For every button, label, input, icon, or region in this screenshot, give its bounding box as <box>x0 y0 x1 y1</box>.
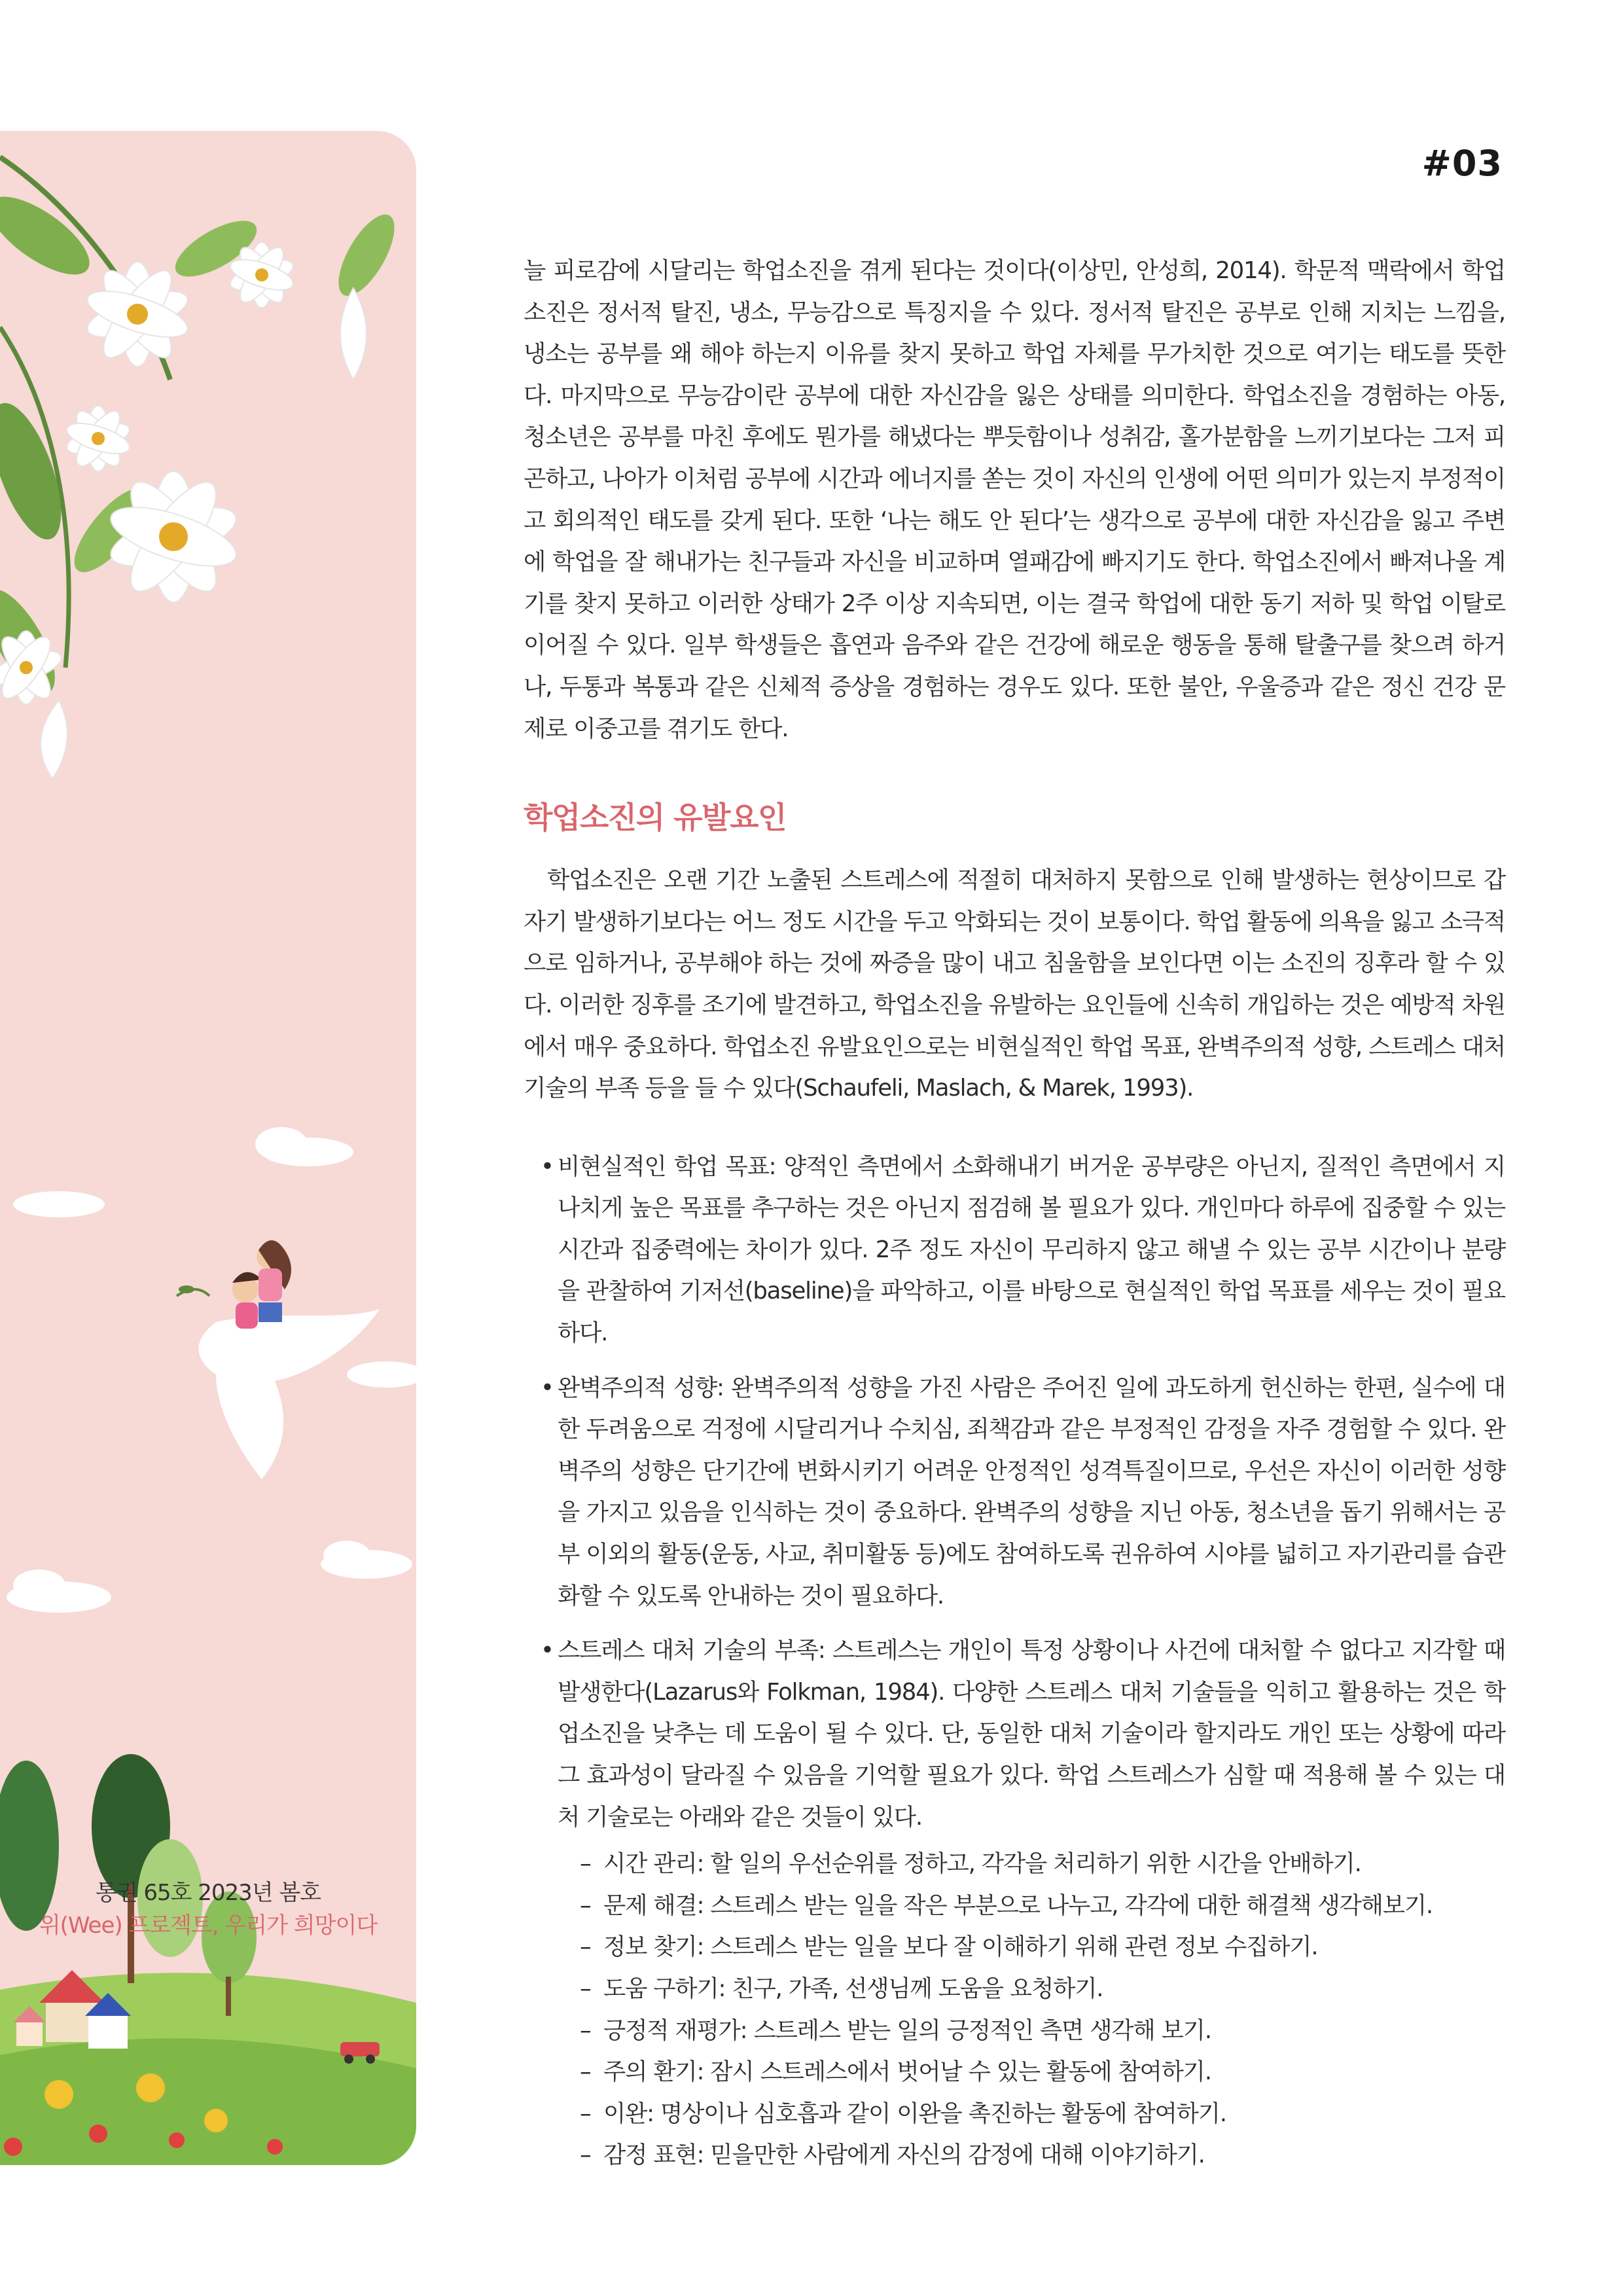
coping-skill-list <box>558 1843 1505 2176</box>
coping-item: – 정보 찾기: 스트레스 받는 일을 보다 잘 이해하기 위해 관련 정보 수집하기. <box>558 1926 1505 1968</box>
burnout-factor-list <box>524 1146 1505 2176</box>
issue-info: 통권 65호 2023년 봄호 <box>95 1880 321 1906</box>
village-landscape-illustration <box>0 1754 416 2165</box>
coping-item: – 문제 해결: 스트레스 받는 일을 작은 부분으로 나누고, 각각에 대한 해결책 생각해보기. <box>558 1885 1505 1927</box>
coping-item: – 주의 환기: 잠시 스트레스에서 벗어날 수 있는 활동에 참여하기. <box>558 2051 1505 2093</box>
coping-skills-text: 스트레스 대처 기술의 부족: 스트레스는 개인이 특정 상황이나 사건에 대처할 수 없다고 지각할 때 발생한다(Lazarus와 Folkman, 1984). 다양한 스트레스 대처 기술들을 익히고 활용하는 것은 학업소진을 낮추는 데 도움이 될 수 있다. 단, 동일한 대처 기술이라 할지라도 개인 또는 상황에 따라 그 효과성이 달라질 수 있음을 기억할 필요가 있다. 학업 스트레스가 심할 때 적용해 볼 수 있는 대처 기술로는 아래와 같은 것들이 있다. <box>558 1637 1505 1831</box>
series-title: 위(Wee) 프로젝트, 우리가 희망이다 <box>39 1912 378 1939</box>
dove-with-children-illustration <box>177 1240 380 1479</box>
coping-item: – 도움 구하기: 친구, 가족, 선생님께 도움을 요청하기. <box>558 1968 1505 2010</box>
list-item-perfectionism: • 완벽주의적 성향: 완벽주의적 성향을 가진 사람은 주어진 일에 과도하게 헌신하는 한편, 실수에 대한 두려움으로 걱정에 시달리거나 수치심, 죄책감과 같은 부정적인 감정을 자주 경험할 수 있다. 완벽주의 성향은 단기간에 변화시키기 어려운 안정적인 성격특질이므로, 우선은 자신이 이러한 성향을 가지고 있음을 인식하는 것이 중요하다. 완벽주의 성향을 지닌 아동, 청소년을 돕기 위해서는 공부 이외의 활동(운동, 사교, 취미활동 등)에도 참여하도록 권유하여 시야를 넓히고 자기관리를 습관화할 수 있도록 안내하는 것이 필요하다. <box>524 1367 1505 1617</box>
sidebar-illustration <box>0 131 416 2165</box>
coping-item: – 시간 관리: 할 일의 우선순위를 정하고, 각각을 처리하기 위한 시간을 안배하기. <box>558 1843 1505 1885</box>
page-number: #03 <box>1421 143 1503 184</box>
article-body <box>524 250 1505 2189</box>
coping-item: – 감정 표현: 믿을만한 사람에게 자신의 감정에 대해 이야기하기. <box>558 2134 1505 2176</box>
intro-paragraph: 늘 피로감에 시달리는 학업소진을 겪게 된다는 것이다(이상민, 안성희, 2014). 학문적 맥락에서 학업소진은 정서적 탈진, 냉소, 무능감으로 특징지을 수 있다. 정서적 탈진은 공부로 인해 지치는 느낌을, 냉소는 공부를 왜 해야 하는지 이유를 찾지 못하고 학업 자체를 무가치한 것으로 여기는 태도를 뜻한다. 마지막으로 무능감이란 공부에 대한 자신감을 잃은 상태를 의미한다. 학업소진을 경험하는 아동, 청소년은 공부를 마친 후에도 뭔가를 해냈다는 뿌듯함이나 성취감, 홀가분함을 느끼기보다는 그저 피곤하고, 나아가 이처럼 공부에 시간과 에너지를 쏟는 것이 자신의 인생에 어떤 의미가 있는지 부정적이고 회의적인 태도를 갖게 된다. 또한 ‘나는 해도 안 된다’는 생각으로 공부에 대한 자신감을 잃고 주변에 학업을 잘 해내가는 친구들과 자신을 비교하며 열패감에 빠지기도 한다. 학업소진에서 빠져나올 계기를 찾지 못하고 이러한 상태가 2주 이상 지속되면, 이는 결국 학업에 대한 동기 저하 및 학업 이탈로 이어질 수 있다. 일부 학생들은 흡연과 음주와 같은 건강에 해로운 행동을 통해 탈출구를 찾으려 하거나, 두통과 복통과 같은 신체적 증상을 경험하는 경우도 있다. 또한 불안, 우울증과 같은 정신 건강 문제로 이중고를 겪기도 한다. <box>524 257 1505 742</box>
section-title: 학업소진의 유발요인 <box>524 800 786 836</box>
list-item-unrealistic-goals: • 비현실적인 학업 목표: 양적인 측면에서 소화해내기 버거운 공부량은 아닌지, 질적인 측면에서 지나치게 높은 목표를 추구하는 것은 아닌지 점검해 볼 필요가 있다. 개인마다 하루에 집중할 수 있는 시간과 집중력에는 차이가 있다. 2주 정도 자신이 무리하지 않고 해낼 수 있는 공부 시간이나 분량을 관찰하여 기저선(baseline)을 파악하고, 이를 바탕으로 현실적인 학업 목표를 세우는 것이 필요하다. <box>524 1146 1505 1354</box>
decorative-sidebar <box>0 131 416 2165</box>
list-item-coping-skills <box>524 1630 1505 2176</box>
flower-branch-illustration <box>0 157 405 779</box>
coping-item: – 이완: 명상이나 심호흡과 같이 이완을 촉진하는 활동에 참여하기. <box>558 2093 1505 2135</box>
section-paragraph: 학업소진은 오랜 기간 노출된 스트레스에 적절히 대처하지 못함으로 인해 발생하는 현상이므로 갑자기 발생하기보다는 어느 정도 시간을 두고 악화되는 것이 보통이다. 학업 활동에 의욕을 잃고 소극적으로 임하거나, 공부해야 하는 것에 짜증을 많이 내고 침울함을 보인다면 이는 소진의 징후라 할 수 있다. 이러한 징후를 조기에 발견하고, 학업소진을 유발하는 요인들에 신속히 개입하는 것은 예방적 차원에서 매우 중요하다. 학업소진 유발요인으로는 비현실적인 학업 목표, 완벽주의적 성향, 스트레스 대처기술의 부족 등을 들 수 있다(Schaufeli, Maslach, & Marek, 1993). <box>524 867 1505 1102</box>
coping-item: – 긍정적 재평가: 스트레스 받는 일의 긍정적인 측면 생각해 보기. <box>558 2010 1505 2052</box>
